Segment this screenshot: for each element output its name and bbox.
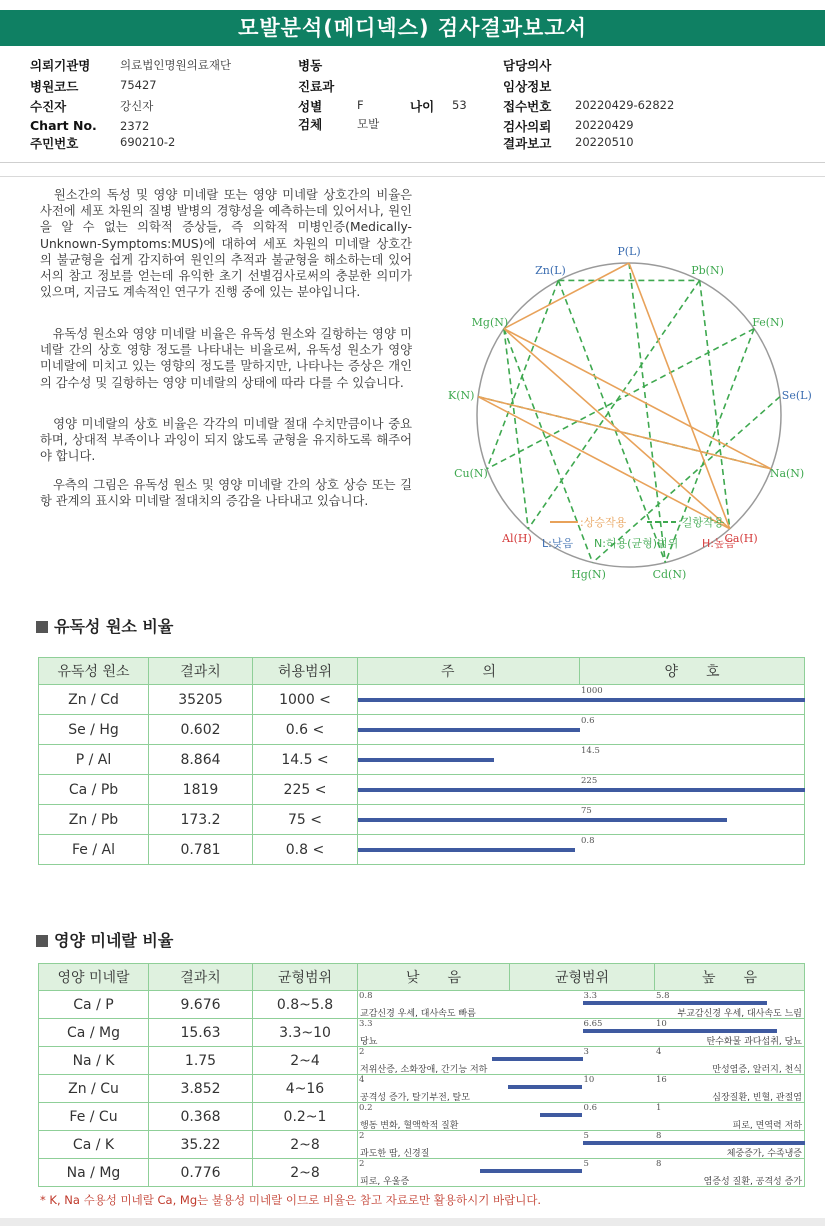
wheel-node-label: Cu(N) — [454, 467, 488, 481]
nutrient-bar-cell — [358, 1103, 805, 1131]
receipt-value: 20220429-62822 — [575, 98, 675, 112]
institution-label: 의뢰기관명 — [30, 58, 91, 73]
legend-norm-label: N:허용(균형)범위 — [594, 537, 679, 550]
toxic-row — [39, 775, 805, 805]
nutrient-row — [39, 1159, 805, 1187]
toxic-range-cell: 225 < — [253, 775, 358, 805]
patient-info-header — [0, 48, 825, 163]
nutrient-value-bar — [583, 1029, 777, 1033]
nutrient-ratio-cell: Ca / K — [39, 1131, 149, 1159]
nutrient-scale-label: 0.6 — [583, 1103, 598, 1113]
toxic-result-cell: 0.781 — [149, 835, 253, 865]
wheel-node-label: Cd(N) — [652, 568, 687, 582]
nutrient-bar-cell — [358, 1047, 805, 1075]
toxic-bar-cell — [358, 715, 805, 745]
footnote: * K, Na 수용성 미네랄 Ca, Mg는 불용성 미네랄 이므로 비율은 참고 자료로만 활용하시기 바랍니다. — [40, 1193, 542, 1207]
collector-label: 수진자 — [30, 99, 67, 114]
request-value: 20220429 — [575, 118, 634, 132]
nutrient-row — [39, 1103, 805, 1131]
nutrient-value-bar — [540, 1113, 582, 1117]
wheel-circle — [477, 263, 781, 567]
nut-header-mineral: 영양 미네랄 — [39, 964, 149, 991]
toxic-range-cell: 14.5 < — [253, 745, 358, 775]
nutrient-scale-label: 0.2 — [359, 1103, 373, 1113]
nutrient-range-cell: 0.8~5.8 — [253, 991, 358, 1019]
wheel-node-label: Ca(H) — [724, 531, 758, 545]
nut-header-low: 낮 음 — [358, 964, 510, 991]
nutrient-scale-label: 3.3 — [359, 1019, 373, 1029]
section-bullet-icon — [36, 621, 48, 633]
nut-header-high: 높 음 — [655, 964, 805, 991]
nutrient-high-note: 체중증가, 수족냉증 — [726, 1149, 802, 1159]
nutrient-value-bar — [583, 1001, 768, 1005]
nutrient-value-bar — [480, 1169, 582, 1173]
toxic-header-element: 유독성 원소 — [39, 658, 149, 685]
section-bullet-icon — [36, 935, 48, 947]
nutrient-range-cell: 4~16 — [253, 1075, 358, 1103]
clinical-label: 임상정보 — [503, 79, 552, 94]
nutrient-value-bar — [508, 1085, 582, 1089]
nutrient-bar-cell — [358, 1075, 805, 1103]
nutrient-low-note: 교감신경 우세, 대사속도 빠름 — [360, 1009, 476, 1019]
wheel-node-label: Al(H) — [502, 531, 532, 545]
toxic-ratio-table — [38, 657, 805, 865]
nutrient-scale-label: 5 — [583, 1131, 589, 1141]
toxic-result-cell: 1819 — [149, 775, 253, 805]
legend-synergy-label: :상승작용 — [580, 516, 627, 529]
intro-paragraph-2: 유독성 원소와 영양 미네랄 비율은 유독성 원소와 길항하는 영양 미네랄 간의 상호 영향 정도를 나타내는 비율로써, 유독성 원소가 영양 미네랄에 미치고 있는 영향의 정도를 말하지만, 나타나는 증상은 개인의 감수성 및 길항하는 영양 미네랄의 상태에 따라 다를 수 있습니다. — [40, 327, 412, 390]
hospital-code-value: 75427 — [120, 78, 157, 92]
nutrient-range-cell: 2~8 — [253, 1131, 358, 1159]
nutrient-ratio-cell: Zn / Cu — [39, 1075, 149, 1103]
nutrient-high-note: 피로, 면역력 저하 — [732, 1121, 802, 1131]
nutrient-low-note: 행동 변화, 혈액학적 질환 — [360, 1121, 459, 1131]
nutrient-low-note: 피로, 우울증 — [360, 1177, 410, 1187]
intro-paragraph-1: 원소간의 독성 및 영양 미네랄 또는 영양 미네랄 상호간의 비율은 사전에 세포 차원의 질병 발병의 경향성을 예측하는데 있어서나, 원인을 알 수 없는 의학적 증상들, 즉 의학적 미병인증(Medically-Unknown-Symptoms:MUS)에 대하여 세포 차원의 미네랄 상호간의 불균형을 쉽게 감지하여 원인의 추적과 불균형을 해소하는데 있어서의 참고 정보를 얻는데 유익한 초기 선별검사로써의 충분한 의미가 있으며, 지금도 계속적인 연구가 진행 중에 있는 분야입니다. — [40, 188, 412, 300]
nutrient-ratio-cell: Ca / P — [39, 991, 149, 1019]
nutrient-scale-label: 16 — [656, 1075, 667, 1085]
wheel-node-label: K(N) — [448, 389, 475, 403]
nut-header-result: 결과치 — [149, 964, 253, 991]
nutrient-ratio-table — [38, 963, 805, 1187]
toxic-value-bar — [358, 758, 494, 762]
toxic-section-title — [36, 614, 173, 637]
nutrient-result-cell: 0.776 — [149, 1159, 253, 1187]
nutrient-bar-cell — [358, 991, 805, 1019]
toxic-value-bar — [358, 848, 575, 852]
toxic-section-label: 유독성 원소 비율 — [54, 617, 174, 636]
ward-label: 병동 — [298, 58, 323, 73]
nutrient-range-cell: 2~8 — [253, 1159, 358, 1187]
dept-label: 진료과 — [298, 79, 335, 94]
toxic-value-bar — [358, 728, 580, 732]
wheel-node-label: Fe(N) — [752, 315, 784, 329]
sex-label: 성별 — [298, 99, 323, 114]
nutrient-row — [39, 1075, 805, 1103]
toxic-bar-cell — [358, 805, 805, 835]
toxic-range-cell: 0.8 < — [253, 835, 358, 865]
antagonism-line — [487, 280, 558, 468]
synergy-line — [478, 397, 771, 469]
hospital-code-label: 병원코드 — [30, 79, 79, 94]
nutrient-result-cell: 1.75 — [149, 1047, 253, 1075]
nutrient-scale-label: 5 — [583, 1159, 589, 1169]
wheel-node-label: Hg(N) — [571, 568, 606, 582]
wheel-node-label: P(L) — [617, 245, 641, 258]
collector-value: 강신자 — [120, 99, 154, 113]
toxic-header-result: 결과치 — [149, 658, 253, 685]
resident-no-label: 주민번호 — [30, 136, 79, 151]
nutrient-ratio-cell: Fe / Cu — [39, 1103, 149, 1131]
toxic-threshold-label: 0.8 — [581, 836, 595, 846]
intro-paragraph-3: 영양 미네랄의 상호 비율은 각각의 미네랄 절대 수치만큼이나 중요하며, 상대적 부족이나 과잉이 되지 않도록 균형을 유지하도록 해주어야 합니다. — [40, 417, 412, 464]
legend-antag-label: :길항작용 — [678, 516, 725, 529]
toxic-value-bar — [358, 698, 805, 702]
nutrient-ratio-cell: Na / K — [39, 1047, 149, 1075]
nutrient-scale-label: 3.3 — [583, 991, 598, 1001]
nutrient-low-note: 당뇨 — [360, 1037, 378, 1047]
nutrient-high-note: 부교감신경 우세, 대사속도 느림 — [677, 1009, 802, 1019]
toxic-range-cell: 1000 < — [253, 685, 358, 715]
legend-low-label: L:낮음 — [542, 537, 574, 550]
nutrient-section-title — [36, 928, 173, 951]
nutrient-bar-cell — [358, 1019, 805, 1047]
age-label: 나이 — [410, 99, 435, 114]
toxic-header-good: 양 호 — [580, 658, 805, 685]
mineral-interaction-wheel — [440, 178, 812, 582]
nutrient-result-cell: 35.22 — [149, 1131, 253, 1159]
toxic-result-cell: 35205 — [149, 685, 253, 715]
nutrient-scale-label: 1 — [656, 1103, 662, 1113]
nutrient-scale-label: 2 — [359, 1131, 365, 1141]
nutrient-scale-label: 10 — [656, 1019, 667, 1029]
toxic-bar-cell — [358, 685, 805, 715]
nutrient-scale-label: 0.8 — [359, 991, 373, 1001]
nutrient-scale-label: 4 — [359, 1075, 365, 1085]
nutrient-low-note: 저위산증, 소화장애, 간기능 저하 — [360, 1065, 488, 1075]
toxic-row — [39, 685, 805, 715]
nutrient-result-cell: 9.676 — [149, 991, 253, 1019]
nutrient-scale-label: 10 — [583, 1075, 595, 1085]
nutrient-ratio-cell: Ca / Mg — [39, 1019, 149, 1047]
toxic-ratio-cell: Zn / Pb — [39, 805, 149, 835]
synergy-line — [629, 263, 730, 529]
specimen-label: 검체 — [298, 117, 323, 132]
nutrient-scale-label: 5.8 — [656, 991, 670, 1001]
nutrient-bar-cell — [358, 1131, 805, 1159]
wheel-node-label: Se(L) — [781, 389, 812, 403]
toxic-row — [39, 805, 805, 835]
wheel-node-label: Mg(N) — [471, 315, 509, 329]
toxic-row — [39, 715, 805, 745]
nutrient-scale-label: 3 — [583, 1047, 589, 1057]
nutrient-result-cell: 0.368 — [149, 1103, 253, 1131]
nutrient-bar-cell — [358, 1159, 805, 1187]
wheel-node-label: Na(N) — [769, 467, 805, 481]
nutrient-scale-label: 8 — [656, 1159, 662, 1169]
nutrient-section-label: 영양 미네랄 비율 — [54, 931, 174, 950]
nutrient-value-bar — [583, 1141, 806, 1145]
receipt-label: 접수번호 — [503, 99, 552, 114]
header-divider — [0, 176, 825, 177]
nutrient-value-bar — [492, 1057, 583, 1061]
age-value: 53 — [452, 98, 467, 112]
toxic-threshold-label: 14.5 — [581, 746, 600, 756]
nutrient-range-cell: 3.3~10 — [253, 1019, 358, 1047]
wheel-node-label: Zn(L) — [535, 263, 566, 277]
toxic-ratio-cell: Zn / Cd — [39, 685, 149, 715]
nutrient-high-note: 심장질환, 빈혈, 관절염 — [712, 1093, 802, 1103]
nutrient-result-cell: 3.852 — [149, 1075, 253, 1103]
chart-no-value: 2372 — [120, 119, 150, 133]
nutrient-row — [39, 1047, 805, 1075]
nutrient-low-note: 과도한 땀, 신경질 — [360, 1149, 430, 1159]
toxic-bar-cell — [358, 835, 805, 865]
toxic-ratio-cell: Se / Hg — [39, 715, 149, 745]
institution-value: 의료법인명원의료재단 — [120, 58, 232, 72]
toxic-range-cell: 0.6 < — [253, 715, 358, 745]
toxic-result-cell: 0.602 — [149, 715, 253, 745]
toxic-bar-cell — [358, 745, 805, 775]
request-label: 검사의뢰 — [503, 119, 552, 134]
nutrient-low-note: 공격성 증가, 탈기부전, 탈모 — [360, 1093, 470, 1103]
nutrient-scale-label: 8 — [656, 1131, 662, 1141]
nutrient-high-note: 만성염증, 알러지, 천식 — [712, 1065, 802, 1075]
nutrient-scale-label: 2 — [359, 1047, 365, 1057]
toxic-value-bar — [358, 818, 727, 822]
toxic-threshold-label: 75 — [581, 806, 592, 816]
toxic-ratio-cell: Ca / Pb — [39, 775, 149, 805]
toxic-result-cell: 8.864 — [149, 745, 253, 775]
report-value: 20220510 — [575, 135, 634, 149]
nutrient-row — [39, 1131, 805, 1159]
legend-high-label: H:높음 — [702, 537, 736, 550]
wheel-node-label: Pb(N) — [691, 263, 724, 277]
nutrient-result-cell: 15.63 — [149, 1019, 253, 1047]
nutrient-scale-label: 4 — [656, 1047, 662, 1057]
toxic-value-bar — [358, 788, 805, 792]
nut-header-range: 균형범위 — [253, 964, 358, 991]
report-label: 결과보고 — [503, 136, 552, 151]
specimen-value: 모발 — [357, 117, 380, 131]
doctor-label: 담당의사 — [503, 58, 552, 73]
nutrient-scale-label: 6.65 — [583, 1019, 603, 1029]
nutrient-high-note: 염증성 질환, 공격성 증가 — [703, 1177, 802, 1187]
synergy-line — [504, 263, 629, 329]
toxic-threshold-label: 0.6 — [581, 716, 595, 726]
toxic-ratio-cell: P / Al — [39, 745, 149, 775]
nutrient-scale-label: 2 — [359, 1159, 365, 1169]
toxic-threshold-label: 225 — [581, 776, 598, 786]
toxic-threshold-label: 1000 — [581, 686, 603, 696]
toxic-header-range: 허용범위 — [253, 658, 358, 685]
intro-paragraph-4: 우측의 그림은 유독성 원소 및 영양 미네랄 간의 상호 상승 또는 길항 관계의 표시와 미네랄 절대치의 증감을 나타내고 있습니다. — [40, 478, 412, 509]
toxic-row — [39, 835, 805, 865]
nutrient-high-note: 탄수화물 과다섭취, 당뇨 — [706, 1037, 802, 1047]
nutrient-row — [39, 991, 805, 1019]
toxic-range-cell: 75 < — [253, 805, 358, 835]
nutrient-range-cell: 0.2~1 — [253, 1103, 358, 1131]
sex-value: F — [357, 98, 364, 112]
chart-no-label: Chart No. — [30, 118, 97, 133]
nutrient-range-cell: 2~4 — [253, 1047, 358, 1075]
antagonism-line — [629, 263, 665, 563]
resident-no-value: 690210-2 — [120, 135, 176, 149]
nutrient-row — [39, 1019, 805, 1047]
nut-header-balance: 균형범위 — [510, 964, 655, 991]
report-title: 모발분석(메디넥스) 검사결과보고서 — [0, 10, 825, 46]
nutrient-ratio-cell: Na / Mg — [39, 1159, 149, 1187]
toxic-header-caution: 주 의 — [358, 658, 580, 685]
toxic-result-cell: 173.2 — [149, 805, 253, 835]
toxic-ratio-cell: Fe / Al — [39, 835, 149, 865]
toxic-row — [39, 745, 805, 775]
toxic-bar-cell — [358, 775, 805, 805]
